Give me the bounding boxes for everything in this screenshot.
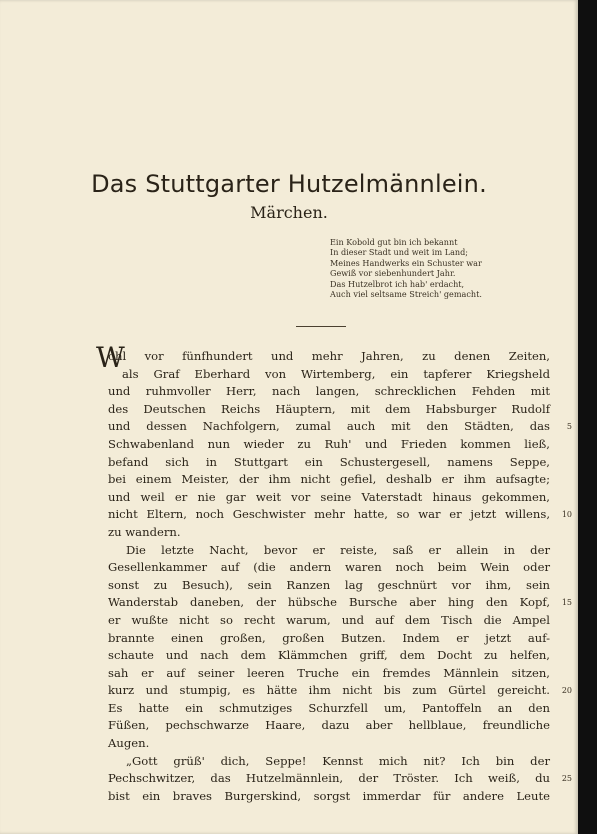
text-line xyxy=(108,717,550,735)
text-line xyxy=(108,665,550,683)
text-line-content: ohl vor fünfhundert und mehr Jahren, zu denen Zeiten, xyxy=(108,349,550,363)
text-line-content: nicht Eltern, noch Geschwister mehr hatte, so war er jetzt willens, xyxy=(108,507,550,522)
text-line xyxy=(108,647,550,665)
line-number: 20 xyxy=(561,686,572,696)
line-number: 5 xyxy=(566,422,572,432)
text-line xyxy=(108,735,550,753)
body-text xyxy=(96,341,572,805)
line-number: 10 xyxy=(561,510,572,520)
text-line-content: kurz und stumpig, es hätte ihm nicht bis zum Gürtel gereicht. xyxy=(108,683,550,698)
motto-line: Ein Kobold gut bin ich bekannt xyxy=(330,237,458,247)
line-number: 15 xyxy=(561,598,572,608)
text-line xyxy=(108,524,550,542)
text-line xyxy=(108,383,550,401)
text-line xyxy=(108,577,550,595)
chapter-title: Das Stuttgarter Hutzelmännlein. xyxy=(91,170,487,198)
drop-cap: W xyxy=(96,341,125,374)
text-line-content: bist ein braves Burgerskind, sorgst immerdar für andere Leute xyxy=(108,788,550,803)
text-line-content: sah er auf seiner leeren Truche ein fremdes Männlein sitzen, xyxy=(108,665,550,680)
text-line-content: als Graf Eberhard von Wirtemberg, ein tapferer Kriegsheld xyxy=(122,366,550,381)
text-line xyxy=(108,753,550,771)
text-line-content: brannte einen großen, großen Butzen. Indem er jetzt auf- xyxy=(108,630,550,645)
text-line xyxy=(108,542,550,560)
text-line-content: Füßen, pechschwarze Haare, dazu aber hellblaue, freundliche xyxy=(108,718,550,733)
text-line xyxy=(108,454,550,472)
text-line-content: und dessen Nachfolgern, zumal auch mit den Städten, das xyxy=(108,419,550,434)
text-line xyxy=(108,630,550,648)
chapter-subtitle: Märchen. xyxy=(250,203,328,222)
text-line xyxy=(108,471,550,489)
text-line xyxy=(108,366,550,384)
section-divider xyxy=(296,326,346,327)
text-line-content: des Deutschen Reichs Häuptern, mit dem Habsburger Rudolf xyxy=(108,401,550,416)
text-line xyxy=(108,418,572,436)
text-line-content: bei einem Meister, der ihm nicht gefiel, deshalb er ihm aufsagte; xyxy=(108,472,550,487)
text-line xyxy=(108,559,550,577)
line-number: 25 xyxy=(561,774,572,784)
text-line-content: Augen. xyxy=(108,736,150,751)
text-line-content: Gesellenkammer auf (die andern waren noch beim Wein oder xyxy=(108,560,550,575)
text-line-content: Pechschwitzer, das Hutzelmännlein, der Tröster. Ich weiß, du xyxy=(108,771,550,786)
text-line-content: Die letzte Nacht, bevor er reiste, saß er allein in der xyxy=(126,542,550,557)
motto-line: Meines Handwerks ein Schuster war xyxy=(330,257,482,268)
text-line-content: und ruhmvoller Herr, nach langen, schrecklichen Fehden mit xyxy=(108,384,550,399)
motto-line: Gewiß vor siebenhundert Jahr. xyxy=(330,268,456,279)
text-line-content: schaute und nach dem Klämmchen griff, dem Docht zu helfen, xyxy=(108,648,550,663)
text-line-content: befand sich in Stuttgart ein Schustergesell, namens Seppe, xyxy=(108,454,550,469)
text-line-content: „Gott grüß' dich, Seppe! Kennst mich nit? Ich bin der xyxy=(126,753,550,768)
text-line-content: er wußte nicht so recht warum, und auf dem Tisch die Ampel xyxy=(108,612,550,627)
motto-line: In dieser Stadt und weit im Land; xyxy=(330,247,469,258)
text-line-content: sonst zu Besuch), sein Ranzen lag geschnürt vor ihm, sein xyxy=(108,577,550,592)
text-line xyxy=(108,401,550,419)
text-line xyxy=(108,700,550,718)
motto-line: Das Hutzelbrot ich hab' erdacht, xyxy=(330,278,465,289)
text-line-content: und weil er nie gar weit vor seine Vaterstadt hinaus gekommen, xyxy=(108,489,550,504)
motto-verse xyxy=(330,237,550,299)
text-line-content: zu wandern. xyxy=(108,524,181,539)
text-line-content: Es hatte ein schmutziges Schurzfell um, Pantoffeln an den xyxy=(108,700,550,715)
text-line xyxy=(108,594,572,612)
text-line xyxy=(108,612,550,630)
text-line xyxy=(108,436,550,454)
text-line xyxy=(108,506,572,524)
text-line-content: Wanderstab daneben, der hübsche Bursche aber hing den Kopf, xyxy=(108,595,550,610)
motto-line: Auch viel seltsame Streich' gemacht. xyxy=(330,289,482,300)
text-line xyxy=(108,770,572,788)
text-line xyxy=(108,682,572,700)
text-line xyxy=(108,788,550,806)
text-line-content: Schwabenland nun wieder zu Ruh' und Frieden kommen ließ, xyxy=(108,436,550,451)
text-line xyxy=(108,489,550,507)
